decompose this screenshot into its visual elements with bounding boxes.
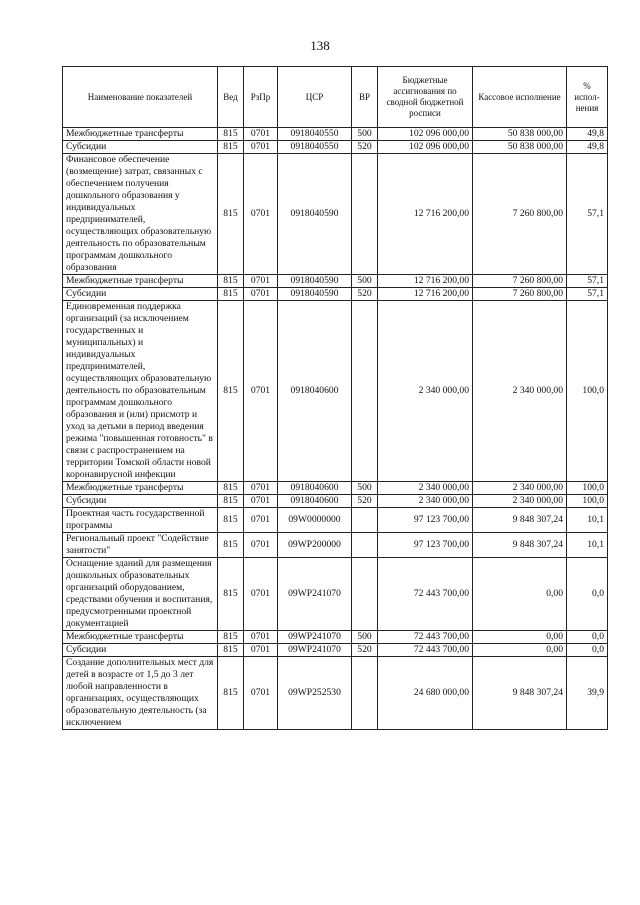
- cell-name: Субсидии: [63, 644, 218, 657]
- cell-pct: 10,1: [567, 533, 608, 558]
- cell-pct: 57,1: [567, 154, 608, 275]
- cell-vr: 500: [352, 482, 378, 495]
- cell-vr: 520: [352, 495, 378, 508]
- cell-cash: 7 260 800,00: [473, 288, 567, 301]
- table-row: [63, 288, 608, 301]
- cell-csr: 09WP241070: [278, 558, 352, 631]
- cell-csr: 0918040590: [278, 288, 352, 301]
- header-pct: % испол-нения: [567, 67, 608, 128]
- cell-vr: 500: [352, 275, 378, 288]
- cell-cash: 2 340 000,00: [473, 482, 567, 495]
- cell-pct: 57,1: [567, 288, 608, 301]
- cell-assign: 97 123 700,00: [378, 508, 473, 533]
- cell-rzpr: 0701: [244, 657, 278, 730]
- cell-csr: 09WP241070: [278, 631, 352, 644]
- cell-pct: 100,0: [567, 495, 608, 508]
- cell-rzpr: 0701: [244, 533, 278, 558]
- cell-cash: 0,00: [473, 644, 567, 657]
- cell-ved: 815: [218, 301, 244, 482]
- cell-assign: 97 123 700,00: [378, 533, 473, 558]
- cell-assign: 72 443 700,00: [378, 644, 473, 657]
- cell-csr: 0918040590: [278, 275, 352, 288]
- header-vr: ВР: [352, 67, 378, 128]
- cell-csr: 0918040600: [278, 495, 352, 508]
- table-row: [63, 482, 608, 495]
- cell-ved: 815: [218, 288, 244, 301]
- cell-cash: 7 260 800,00: [473, 154, 567, 275]
- cell-ved: 815: [218, 558, 244, 631]
- cell-assign: 102 096 000,00: [378, 128, 473, 141]
- table-row: [63, 301, 608, 482]
- table-row: [63, 558, 608, 631]
- table-row: [63, 141, 608, 154]
- cell-pct: 0,0: [567, 558, 608, 631]
- cell-name: Межбюджетные трансферты: [63, 128, 218, 141]
- cell-name: Создание дополнительных мест для детей в возрасте от 1,5 до 3 лет любой направленности в организациях, осуществляющих образовательную деятельность (за исключением: [63, 657, 218, 730]
- cell-assign: 102 096 000,00: [378, 141, 473, 154]
- cell-ved: 815: [218, 275, 244, 288]
- cell-ved: 815: [218, 631, 244, 644]
- cell-assign: 12 716 200,00: [378, 275, 473, 288]
- cell-rzpr: 0701: [244, 558, 278, 631]
- cell-ved: 815: [218, 128, 244, 141]
- cell-vr: [352, 508, 378, 533]
- cell-name: Финансовое обеспечение (возмещение) затрат, связанных с обеспечением получения дошкольного образования у индивидуальных предпринимателей, осуществляющих образовательную деятельность по образовательным программам дошкольного образования: [63, 154, 218, 275]
- cell-cash: 0,00: [473, 558, 567, 631]
- cell-vr: 520: [352, 288, 378, 301]
- cell-vr: [352, 533, 378, 558]
- cell-assign: 24 680 000,00: [378, 657, 473, 730]
- cell-vr: 520: [352, 141, 378, 154]
- cell-rzpr: 0701: [244, 644, 278, 657]
- cell-pct: 0,0: [567, 644, 608, 657]
- cell-ved: 815: [218, 154, 244, 275]
- cell-cash: 50 838 000,00: [473, 128, 567, 141]
- cell-cash: 2 340 000,00: [473, 495, 567, 508]
- cell-vr: [352, 301, 378, 482]
- cell-name: Субсидии: [63, 141, 218, 154]
- cell-assign: 2 340 000,00: [378, 301, 473, 482]
- cell-csr: 09W0000000: [278, 508, 352, 533]
- header-cash: Кассовое исполнение: [473, 67, 567, 128]
- cell-cash: 9 848 307,24: [473, 657, 567, 730]
- header-assign: Бюджетные ассигнования по сводной бюджетной росписи: [378, 67, 473, 128]
- cell-ved: 815: [218, 644, 244, 657]
- cell-ved: 815: [218, 657, 244, 730]
- cell-rzpr: 0701: [244, 482, 278, 495]
- header-csr: ЦСР: [278, 67, 352, 128]
- cell-rzpr: 0701: [244, 154, 278, 275]
- cell-assign: 12 716 200,00: [378, 154, 473, 275]
- cell-csr: 0918040550: [278, 141, 352, 154]
- table-row: [63, 154, 608, 275]
- cell-vr: [352, 657, 378, 730]
- cell-name: Оснащение зданий для размещения дошкольных образовательных организаций оборудованием, средствами обучения и воспитания, предусмотренными проектной документацией: [63, 558, 218, 631]
- cell-rzpr: 0701: [244, 128, 278, 141]
- cell-csr: 09WP241070: [278, 644, 352, 657]
- cell-name: Межбюджетные трансферты: [63, 631, 218, 644]
- table-row: [63, 631, 608, 644]
- cell-vr: 500: [352, 631, 378, 644]
- budget-table: [62, 66, 608, 730]
- page-number: 138: [310, 38, 330, 53]
- cell-ved: 815: [218, 495, 244, 508]
- cell-ved: 815: [218, 141, 244, 154]
- cell-vr: [352, 154, 378, 275]
- cell-vr: [352, 558, 378, 631]
- cell-name: Региональный проект "Содействие занятости": [63, 533, 218, 558]
- cell-assign: 2 340 000,00: [378, 482, 473, 495]
- table-row: [63, 644, 608, 657]
- cell-assign: 72 443 700,00: [378, 631, 473, 644]
- cell-rzpr: 0701: [244, 301, 278, 482]
- cell-rzpr: 0701: [244, 508, 278, 533]
- cell-csr: 0918040600: [278, 301, 352, 482]
- cell-csr: 0918040590: [278, 154, 352, 275]
- cell-pct: 49,8: [567, 128, 608, 141]
- cell-assign: 2 340 000,00: [378, 495, 473, 508]
- cell-pct: 39,9: [567, 657, 608, 730]
- cell-name: Межбюджетные трансферты: [63, 275, 218, 288]
- cell-cash: 9 848 307,24: [473, 533, 567, 558]
- cell-pct: 10,1: [567, 508, 608, 533]
- cell-cash: 9 848 307,24: [473, 508, 567, 533]
- cell-name: Межбюджетные трансферты: [63, 482, 218, 495]
- cell-assign: 72 443 700,00: [378, 558, 473, 631]
- cell-cash: 7 260 800,00: [473, 275, 567, 288]
- cell-vr: 500: [352, 128, 378, 141]
- cell-rzpr: 0701: [244, 631, 278, 644]
- cell-csr: 09WP252530: [278, 657, 352, 730]
- header-rzpr: РзПр: [244, 67, 278, 128]
- table-row: [63, 128, 608, 141]
- cell-cash: 0,00: [473, 631, 567, 644]
- cell-name: Субсидии: [63, 495, 218, 508]
- cell-rzpr: 0701: [244, 495, 278, 508]
- header-name: Наименование показателей: [63, 67, 218, 128]
- cell-ved: 815: [218, 508, 244, 533]
- cell-cash: 50 838 000,00: [473, 141, 567, 154]
- cell-ved: 815: [218, 533, 244, 558]
- table-row: [63, 533, 608, 558]
- cell-pct: 49,8: [567, 141, 608, 154]
- cell-rzpr: 0701: [244, 288, 278, 301]
- header-ved: Вед: [218, 67, 244, 128]
- cell-csr: 0918040600: [278, 482, 352, 495]
- cell-pct: 57,1: [567, 275, 608, 288]
- cell-rzpr: 0701: [244, 275, 278, 288]
- cell-name: Проектная часть государственной программы: [63, 508, 218, 533]
- cell-pct: 100,0: [567, 482, 608, 495]
- cell-ved: 815: [218, 482, 244, 495]
- table-row: [63, 275, 608, 288]
- table-row: [63, 495, 608, 508]
- table-row: [63, 508, 608, 533]
- cell-name: Субсидии: [63, 288, 218, 301]
- cell-name: Единовременная поддержка организаций (за исключением государственных и муниципальных) и индивидуальных предпринимателей, осуществляющих образовательную деятельность по образовательным программам дошкольного образования и (или) присмотр и уход за детьми в период введения режима "повышенная готовность" в связи с распространением на территории Томской области новой коронавирусной инфекции: [63, 301, 218, 482]
- cell-pct: 0,0: [567, 631, 608, 644]
- cell-vr: 520: [352, 644, 378, 657]
- cell-csr: 09WP200000: [278, 533, 352, 558]
- table-row: [63, 657, 608, 730]
- cell-assign: 12 716 200,00: [378, 288, 473, 301]
- cell-rzpr: 0701: [244, 141, 278, 154]
- cell-cash: 2 340 000,00: [473, 301, 567, 482]
- cell-csr: 0918040550: [278, 128, 352, 141]
- cell-pct: 100,0: [567, 301, 608, 482]
- table-header-row: [63, 67, 608, 128]
